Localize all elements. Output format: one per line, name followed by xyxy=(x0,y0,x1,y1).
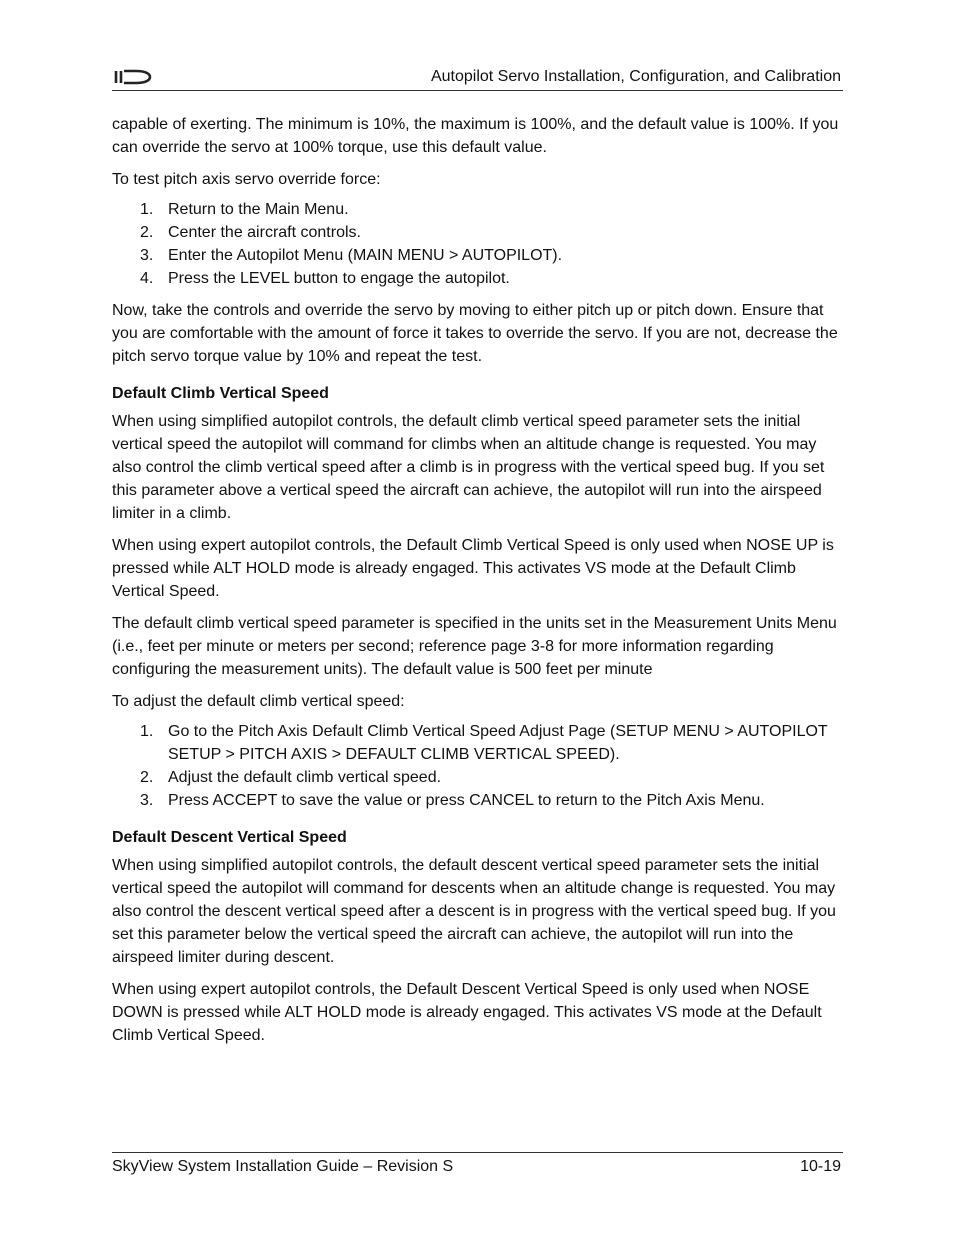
paragraph-descent-1: When using simplified autopilot controls, the default descent vertical speed parameter sets the initial vertical speed the autopilot will command for descents when an altitude change is requested. You may also control the descent vertical speed after a descent is in progress with the vertical speed bug. If you set this parameter below the vertical speed the aircraft can achieve, the autopilot will run into the airspeed limiter during descent. xyxy=(112,857,836,966)
paragraph-climb-2: When using expert autopilot controls, the Default Climb Vertical Speed is only used when NOSE UP is pressed while ALT HOLD mode is already engaged. This activates VS mode at the Default Climb Vertical Speed. xyxy=(112,537,834,600)
list-item: 2. Center the aircraft controls. xyxy=(140,224,361,241)
list-item: 3. Enter the Autopilot Menu (MAIN MENU > AUTOPILOT). xyxy=(140,247,563,264)
list-item: 3. Press ACCEPT to save the value or press CANCEL to return to the Pitch Axis Menu. xyxy=(140,792,765,809)
footer-doc-title: SkyView System Installation Guide – Revision S xyxy=(112,1158,454,1175)
dynon-logo-icon xyxy=(112,68,152,86)
paragraph-intro: capable of exerting. The minimum is 10%, the maximum is 100%, and the default value is 100%. If you can override the servo at 100% torque, use this default value. xyxy=(112,116,839,156)
list-item: 1. Go to the Pitch Axis Default Climb Vertical Speed Adjust Page (SETUP MENU > AUTOPILOT SETUP > PITCH AXIS > DEFAULT CLIMB VERTICAL SPEED). xyxy=(140,723,828,763)
paragraph-adjust-intro: To adjust the default climb vertical speed: xyxy=(112,693,405,710)
paragraph-climb-1: When using simplified autopilot controls, the default climb vertical speed parameter sets the initial vertical speed the autopilot will command for climbs when an altitude change is requested. You may also control the climb vertical speed after a climb is in progress with the vertical speed bug. If you set this parameter above a vertical speed the aircraft can achieve, the autopilot will run into the airspeed limiter in a climb. xyxy=(112,413,825,522)
page-header xyxy=(112,64,843,91)
test-steps-list xyxy=(112,198,843,290)
paragraph-override: Now, take the controls and override the servo by moving to either pitch up or pitch down. Ensure that you are comfortable with the amount of force it takes to override the servo. If you are not, decrease the pitch servo torque value by 10% and repeat the test. xyxy=(112,302,838,365)
page-footer xyxy=(112,1152,843,1175)
heading-default-descent: Default Descent Vertical Speed xyxy=(112,829,347,846)
list-item: 2. Adjust the default climb vertical speed. xyxy=(140,769,442,786)
paragraph-climb-3: The default climb vertical speed parameter is specified in the units set in the Measurement Units Menu (i.e., feet per minute or meters per second; reference page 3-8 for more information regarding configuring the measurement units). The default value is 500 feet per minute xyxy=(112,615,837,678)
adjust-steps-list xyxy=(112,720,843,812)
list-item: 4. Press the LEVEL button to engage the autopilot. xyxy=(140,270,510,287)
paragraph-test-intro: To test pitch axis servo override force: xyxy=(112,171,381,188)
heading-default-climb: Default Climb Vertical Speed xyxy=(112,385,329,402)
paragraph-descent-2: When using expert autopilot controls, the Default Descent Vertical Speed is only used when NOSE DOWN is pressed while ALT HOLD mode is already engaged. This activates VS mode at the Default Climb Vertical Speed. xyxy=(112,981,822,1044)
list-item: 1. Return to the Main Menu. xyxy=(140,201,349,218)
document-body xyxy=(112,113,843,1056)
page-number: 10-19 xyxy=(800,1158,841,1175)
header-title: Autopilot Servo Installation, Configuration, and Calibration xyxy=(430,68,841,85)
